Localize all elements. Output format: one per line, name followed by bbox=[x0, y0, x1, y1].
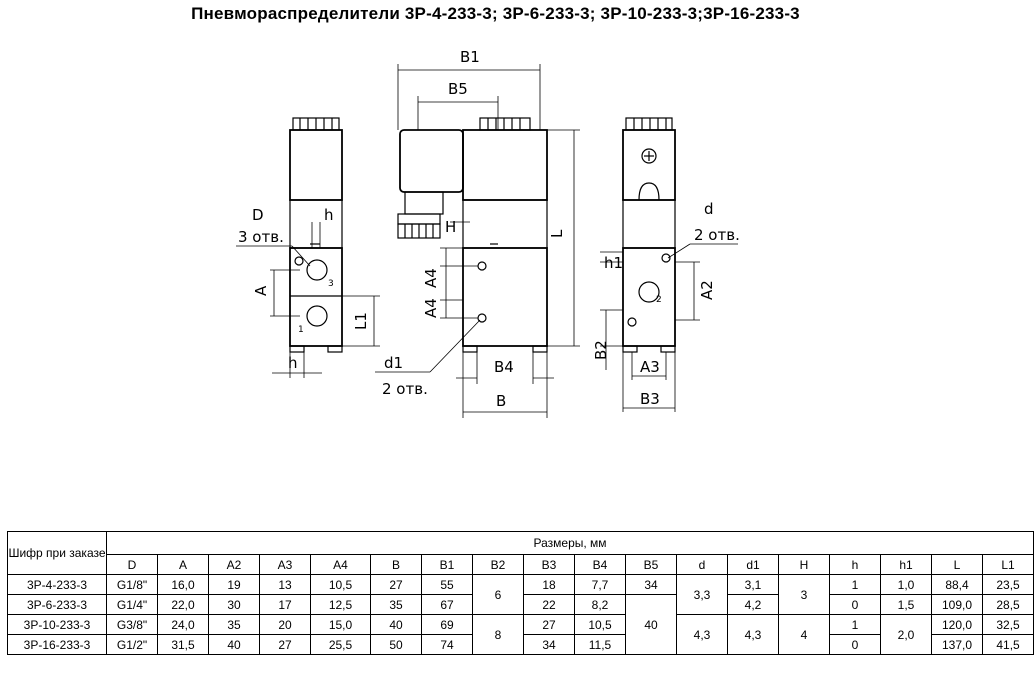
header-order-code: Шифр при заказе bbox=[8, 532, 107, 575]
cell-d1: 4,3 bbox=[728, 615, 779, 655]
cell-h: 0 bbox=[830, 635, 881, 655]
cell-B2: 6 bbox=[473, 575, 524, 615]
cell-h: 0 bbox=[830, 595, 881, 615]
port-2-label: 2 bbox=[656, 295, 662, 305]
cell-B1: 74 bbox=[422, 635, 473, 655]
label-d1: d1 bbox=[384, 354, 404, 372]
cell-B: 35 bbox=[371, 595, 422, 615]
label-A2: A2 bbox=[698, 280, 716, 300]
cell-A2: 19 bbox=[209, 575, 260, 595]
port-3-label: 3 bbox=[328, 279, 334, 289]
label-B2: B2 bbox=[592, 340, 610, 360]
cell-d: 4,3 bbox=[677, 615, 728, 655]
label-d: d bbox=[704, 200, 714, 218]
cell-h: 1 bbox=[830, 615, 881, 635]
label-B5: B5 bbox=[448, 80, 468, 98]
col-header: A4 bbox=[311, 555, 371, 575]
cell-h1: 2,0 bbox=[881, 615, 932, 655]
cell-L1: 32,5 bbox=[983, 615, 1034, 635]
cell-B5: 40 bbox=[626, 595, 677, 655]
label-2-holes-center: 2 отв. bbox=[382, 380, 428, 398]
col-header: d1 bbox=[728, 555, 779, 575]
col-header: B4 bbox=[575, 555, 626, 575]
cell-h: 1 bbox=[830, 575, 881, 595]
label-3-holes: 3 отв. bbox=[238, 228, 284, 246]
col-header: B bbox=[371, 555, 422, 575]
cell-code: 3Р-4-233-3 bbox=[8, 575, 107, 595]
cell-B: 27 bbox=[371, 575, 422, 595]
cell-H: 4 bbox=[779, 615, 830, 655]
cell-A4: 25,5 bbox=[311, 635, 371, 655]
dimensions-table bbox=[7, 531, 1034, 655]
col-header: h1 bbox=[881, 555, 932, 575]
cell-D: G3/8" bbox=[107, 615, 158, 635]
cell-L1: 23,5 bbox=[983, 575, 1034, 595]
label-2-holes-right: 2 отв. bbox=[694, 226, 740, 244]
cell-A: 31,5 bbox=[158, 635, 209, 655]
cell-A2: 30 bbox=[209, 595, 260, 615]
col-header: A3 bbox=[260, 555, 311, 575]
cell-L1: 28,5 bbox=[983, 595, 1034, 615]
center-view bbox=[398, 118, 547, 352]
cell-B5: 34 bbox=[626, 575, 677, 595]
label-h-bottom: h bbox=[288, 354, 298, 372]
cell-B3: 34 bbox=[524, 635, 575, 655]
cell-B: 50 bbox=[371, 635, 422, 655]
cell-B1: 67 bbox=[422, 595, 473, 615]
cell-L: 120,0 bbox=[932, 615, 983, 635]
cell-code: 3Р-6-233-3 bbox=[8, 595, 107, 615]
header-dimensions: Размеры, мм bbox=[107, 532, 1034, 555]
cell-code: 3Р-16-233-3 bbox=[8, 635, 107, 655]
table-row bbox=[8, 615, 1034, 635]
cell-A2: 35 bbox=[209, 615, 260, 635]
label-h-top: h bbox=[324, 206, 334, 224]
cell-d1: 4,2 bbox=[728, 595, 779, 615]
cell-A3: 13 bbox=[260, 575, 311, 595]
cell-A4: 10,5 bbox=[311, 575, 371, 595]
col-header: A2 bbox=[209, 555, 260, 575]
col-header: B5 bbox=[626, 555, 677, 575]
col-header: B1 bbox=[422, 555, 473, 575]
cell-code: 3Р-10-233-3 bbox=[8, 615, 107, 635]
right-view bbox=[623, 118, 675, 352]
col-header: B2 bbox=[473, 555, 524, 575]
cell-A3: 17 bbox=[260, 595, 311, 615]
cell-B4: 7,7 bbox=[575, 575, 626, 595]
cell-A: 24,0 bbox=[158, 615, 209, 635]
label-L: L bbox=[548, 229, 566, 238]
col-header: D bbox=[107, 555, 158, 575]
cell-B: 40 bbox=[371, 615, 422, 635]
cell-L: 109,0 bbox=[932, 595, 983, 615]
cell-B3: 18 bbox=[524, 575, 575, 595]
cell-A: 16,0 bbox=[158, 575, 209, 595]
label-B1: B1 bbox=[460, 48, 480, 66]
cell-A4: 12,5 bbox=[311, 595, 371, 615]
cell-B2: 8 bbox=[473, 615, 524, 655]
cell-B4: 8,2 bbox=[575, 595, 626, 615]
label-A4-lower: A4 bbox=[422, 298, 440, 318]
left-view bbox=[290, 118, 342, 352]
page-title: Пневмораспределители 3Р-4-233-3; 3Р-6-233-3; 3Р-10-233-3;3Р-16-233-3 bbox=[191, 4, 800, 23]
cell-A3: 20 bbox=[260, 615, 311, 635]
port-1-label: 1 bbox=[298, 325, 304, 335]
label-L1: L1 bbox=[352, 312, 370, 330]
label-H: H bbox=[445, 218, 457, 236]
cell-L: 88,4 bbox=[932, 575, 983, 595]
label-B: B bbox=[496, 392, 507, 410]
cell-A: 22,0 bbox=[158, 595, 209, 615]
cell-D: G1/8" bbox=[107, 575, 158, 595]
column-headers bbox=[8, 555, 1034, 575]
cell-d: 3,3 bbox=[677, 575, 728, 615]
label-B3: B3 bbox=[640, 390, 660, 408]
cell-A2: 40 bbox=[209, 635, 260, 655]
col-header: L1 bbox=[983, 555, 1034, 575]
label-D: D bbox=[252, 206, 264, 224]
cell-h1: 1,0 bbox=[881, 575, 932, 595]
col-header: L bbox=[932, 555, 983, 575]
col-header: d bbox=[677, 555, 728, 575]
cell-A4: 15,0 bbox=[311, 615, 371, 635]
cell-B4: 10,5 bbox=[575, 615, 626, 635]
cell-B4: 11,5 bbox=[575, 635, 626, 655]
col-header: A bbox=[158, 555, 209, 575]
cell-h1: 1,5 bbox=[881, 595, 932, 615]
cell-A3: 27 bbox=[260, 635, 311, 655]
label-B4: B4 bbox=[494, 358, 514, 376]
label-A: A bbox=[252, 285, 270, 296]
cell-B1: 55 bbox=[422, 575, 473, 595]
col-header: h bbox=[830, 555, 881, 575]
cell-B3: 22 bbox=[524, 595, 575, 615]
cell-D: G1/4" bbox=[107, 595, 158, 615]
cell-B1: 69 bbox=[422, 615, 473, 635]
cell-L1: 41,5 bbox=[983, 635, 1034, 655]
cell-L: 137,0 bbox=[932, 635, 983, 655]
label-A4-upper: A4 bbox=[422, 268, 440, 288]
table-row bbox=[8, 575, 1034, 595]
col-header: H bbox=[779, 555, 830, 575]
cell-B3: 27 bbox=[524, 615, 575, 635]
cell-d1: 3,1 bbox=[728, 575, 779, 595]
cell-D: G1/2" bbox=[107, 635, 158, 655]
col-header: B3 bbox=[524, 555, 575, 575]
label-A3: A3 bbox=[640, 358, 660, 376]
label-h1: h1 bbox=[604, 254, 624, 272]
cell-H: 3 bbox=[779, 575, 830, 615]
